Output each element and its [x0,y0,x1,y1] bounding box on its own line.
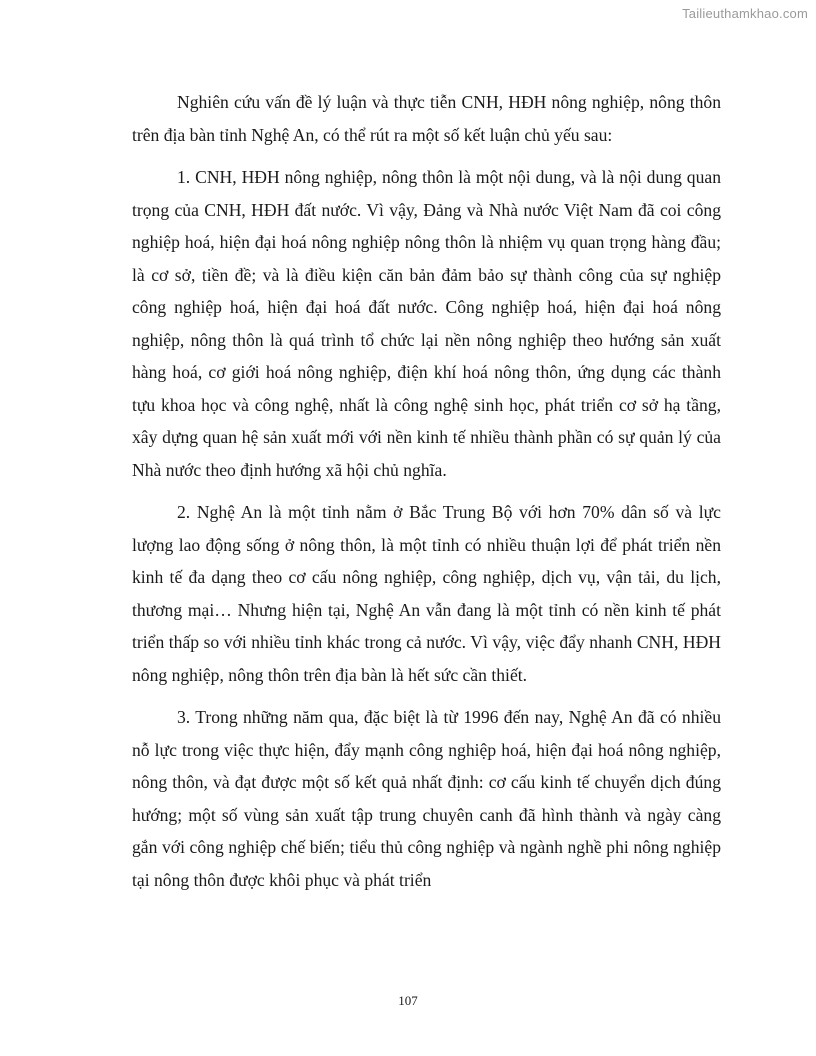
conclusion-paragraph-1: 1. CNH, HĐH nông nghiệp, nông thôn là một nội dung, và là nội dung quan trọng của CNH, HĐH đất nước. Vì vậy, Đảng và Nhà nước Việt Nam đã coi công nghiệp hoá, hiện đại hoá nông nghiệp nông thôn là nhiệm vụ quan trọng hàng đầu; là cơ sở, tiền đề; và là điều kiện căn bản đảm bảo sự thành công của sự nghiệp công nghiệp hoá, hiện đại hoá đất nước. Công nghiệp hoá, hiện đại hoá nông nghiệp, nông thôn là quá trình tổ chức lại nền nông nghiệp theo hướng sản xuất hàng hoá, cơ giới hoá nông nghiệp, điện khí hoá nông thôn, ứng dụng các thành tựu khoa học và công nghệ, nhất là công nghệ sinh học, phát triển cơ sở hạ tầng, xây dựng quan hệ sản xuất mới với nền kinh tế nhiều thành phần có sự quản lý của Nhà nước theo định hướng xã hội chủ nghĩa. [132,167,721,480]
intro-paragraph: Nghiên cứu vấn đề lý luận và thực tiễn CNH, HĐH nông nghiệp, nông thôn trên địa bàn tỉnh Nghệ An, có thể rút ra một số kết luận chủ yếu sau: [132,92,721,145]
page-number: 107 [398,993,418,1008]
watermark-text: Tailieuthamkhao.com [682,6,808,21]
conclusion-paragraph-3: 3. Trong những năm qua, đặc biệt là từ 1996 đến nay, Nghệ An đã có nhiều nỗ lực trong việc thực hiện, đẩy mạnh công nghiệp hoá, hiện đại hoá nông nghiệp, nông thôn, và đạt được một số kết quả nhất định: cơ cấu kinh tế chuyển dịch đúng hướng; một số vùng sản xuất tập trung chuyên canh đã hình thành và ngày càng gắn với công nghiệp chế biến; tiểu thủ công nghiệp và ngành nghề phi nông nghiệp tại nông thôn được khôi phục và phát triển [132,707,721,890]
conclusion-paragraph-2: 2. Nghệ An là một tỉnh nằm ở Bắc Trung Bộ với hơn 70% dân số và lực lượng lao động sống ở nông thôn, là một tỉnh có nhiều thuận lợi để phát triển nền kinh tế đa dạng theo cơ cấu nông nghiệp, công nghiệp, dịch vụ, vận tải, du lịch, thương mại… Nhưng hiện tại, Nghệ An vẫn đang là một tỉnh có nền kinh tế phát triển thấp so với nhiều tỉnh khác trong cả nước. Vì vậy, việc đẩy nhanh CNH, HĐH nông nghiệp, nông thôn trên địa bàn là hết sức cần thiết. [132,502,721,685]
document-body [132,86,721,896]
